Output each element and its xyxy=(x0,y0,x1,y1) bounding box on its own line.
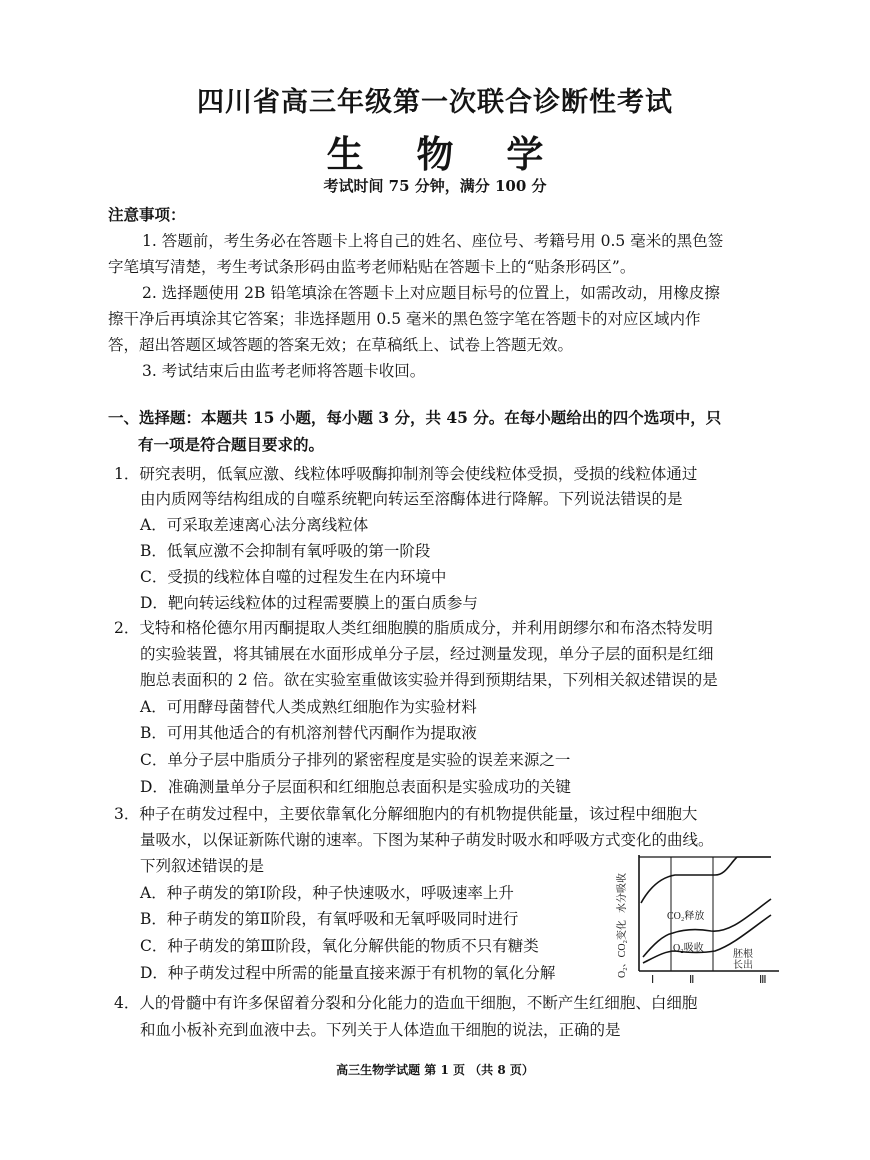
q1-stem: 1．研究表明，低氧应激、线粒体呼吸酶抑制剂等会使线粒体受损，受损的线粒体通过 xyxy=(114,465,698,483)
o2-label: O₂吸收 xyxy=(673,943,704,954)
q3-option-d: D．种子萌发过程中所需的能量直接来源于有机物的氧化分解 xyxy=(140,964,556,982)
stage-label: Ⅰ xyxy=(651,974,655,986)
q4-stem: 和血小板补充到血液中去。下列关于人体造血干细胞的说法，正确的是 xyxy=(140,1021,621,1039)
notice-line: 擦干净后再填涂其它答案；非选择题用 0.5 毫米的黑色签字笔在答题卡的对应区域内作 xyxy=(108,310,701,328)
q3-option-c: C．种子萌发的第Ⅲ阶段，氧化分解供能的物质不只有糖类 xyxy=(140,937,539,955)
q2-stem: 2．戈特和格伦德尔用丙酮提取人类红细胞膜的脂质成分，并利用朗缪尔和布洛杰特发明 xyxy=(114,619,713,637)
q3-stem: 下列叙述错误的是 xyxy=(140,857,265,875)
q3-stem: 3．种子在萌发过程中，主要依靠氧化分解细胞内的有机物提供能量，该过程中细胞大 xyxy=(114,805,698,823)
water-uptake-curve xyxy=(641,857,771,903)
q1-option-b: B．低氧应激不会抑制有氧呼吸的第一阶段 xyxy=(140,542,431,560)
q1-stem: 由内质网等结构组成的自噬系统靶向转运至溶酶体进行降解。下列说法错误的是 xyxy=(140,490,683,508)
exam-title: 四川省高三年级第一次联合诊断性考试 xyxy=(197,87,673,118)
q3-stem: 量吸水，以保证新陈代谢的速率。下图为某种子萌发时吸水和呼吸方式变化的曲线。 xyxy=(140,831,714,849)
section-heading-cont: 有一项是符合题目要求的。 xyxy=(138,435,325,454)
stage-label: Ⅱ xyxy=(689,974,695,986)
y-label-bottom: O₂、CO₂变化 xyxy=(617,919,628,979)
radicle-label: 长出 xyxy=(733,960,753,971)
stage-label: Ⅲ xyxy=(759,974,767,986)
q2-option-a: A．可用酵母菌替代人类成熟红细胞作为实验材料 xyxy=(140,698,477,716)
q1-option-a: A．可采取差速离心法分离线粒体 xyxy=(140,516,369,534)
notice-line: 2. 选择题使用 2B 铅笔填涂在答题卡上对应题目标号的位置上，如需改动，用橡皮擦 xyxy=(142,284,720,302)
radicle-label: 胚根 xyxy=(733,949,753,960)
q3-option-b: B．种子萌发的第Ⅱ阶段，有氧呼吸和无氧呼吸同时进行 xyxy=(140,910,519,928)
q2-stem: 胞总表面积的 2 倍。欲在实验室重做该实验并得到预期结果，下列相关叙述错误的是 xyxy=(140,671,718,689)
notice-line: 字笔填写清楚，考生考试条形码由监考老师粘贴在答题卡上的“贴条形码区”。 xyxy=(108,258,636,276)
co2-label: CO₂释放 xyxy=(667,911,705,922)
q2-option-d: D．准确测量单分子层面积和红细胞总表面积是实验成功的关键 xyxy=(140,778,571,796)
q1-option-d: D．靶向转运线粒体的过程需要膜上的蛋白质参与 xyxy=(140,594,478,612)
exam-info: 考试时间 75 分钟，满分 100 分 xyxy=(323,177,547,195)
notice-line: 1. 答题前，考生务必在答题卡上将自己的姓名、座位号、考籍号用 0.5 毫米的黑色签 xyxy=(142,232,724,250)
q1-option-c: C．受损的线粒体自噬的过程发生在内环境中 xyxy=(140,568,447,586)
q3-germination-figure xyxy=(611,853,781,986)
q4-stem: 4．人的骨髓中有许多保留着分裂和分化能力的造血干细胞，不断产生红细胞、白细胞 xyxy=(114,994,698,1012)
q3-option-a: A．种子萌发的第Ⅰ阶段，种子快速吸水，呼吸速率上升 xyxy=(140,884,514,902)
q2-option-c: C．单分子层中脂质分子排列的紧密程度是实验的误差来源之一 xyxy=(140,751,571,769)
germination-curve-graph xyxy=(611,853,781,986)
page-footer: 高三生物学试题 第 1 页 （共 8 页） xyxy=(336,1063,534,1077)
q2-stem: 的实验装置，将其铺展在水面形成单分子层，经过测量发现，单分子层的面积是红细 xyxy=(140,645,714,663)
subject-title: 生 物 学 xyxy=(326,132,564,176)
notice-heading: 注意事项： xyxy=(108,205,186,224)
section-heading: 一、选择题：本题共 15 小题，每小题 3 分，共 45 分。在每小题给出的四个选项中，只 xyxy=(108,408,722,427)
y-label-top: 水分吸收 xyxy=(617,873,628,913)
q2-option-b: B．可用其他适合的有机溶剂替代丙酮作为提取液 xyxy=(140,724,477,742)
notice-line: 答，超出答题区域答题的答案无效；在草稿纸上、试卷上答题无效。 xyxy=(108,336,574,354)
notice-line: 3. 考试结束后由监考老师将答题卡收回。 xyxy=(142,362,426,380)
